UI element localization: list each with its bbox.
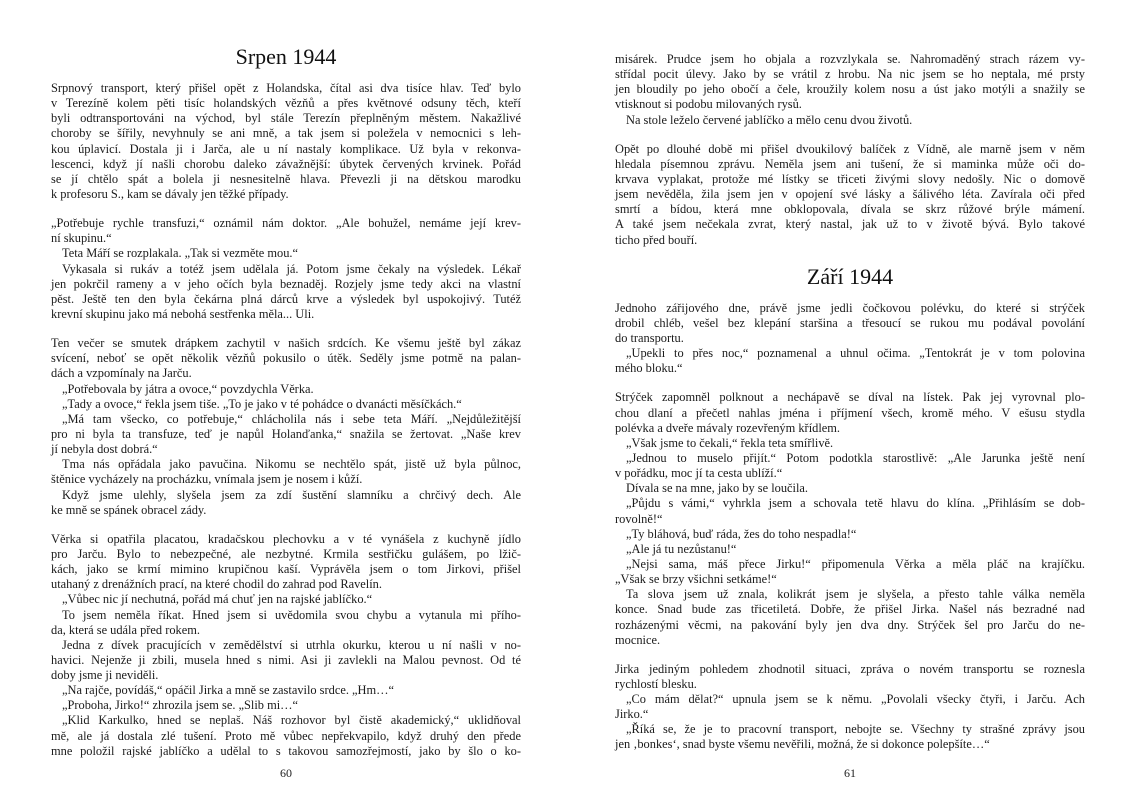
text-line: Opět po dlouhé době mi přišel dvoukilový balíček z Vídně, ale marně jsem v něm: [615, 141, 1085, 156]
text-line: Jirka jediným pohledem zhodnotil situaci, zpráva o novém transportu se roznesla: [615, 661, 1085, 676]
left-page-text: [51, 42, 521, 759]
text-line: „Klid Karkulko, hned se neplaš. Náš rozhovor byl čistě akademický,“ uklidňoval: [62, 713, 521, 728]
text-line: da, která se udála před rokem.: [51, 622, 200, 637]
chapter-title: Srpen 1944: [235, 44, 337, 69]
text-line: rozházenými věcmi, na pakování byly jen dva dny. Strýček šel pro Jarču do ne-: [615, 617, 1085, 632]
text-line: k profesoru S., kam se dávaly jen těžké případy.: [51, 186, 289, 201]
text-line: „Potřebuje rychle transfuzi,“ oznámil nám doktor. „Ale bohužel, nemáme její krev-: [51, 216, 521, 231]
text-line: Srpnový transport, který přišel opět z Holandska, čítal asi dva tisíce hlav. Teď bylo: [51, 81, 521, 95]
text-line: „Ale já tu nezůstanu!“: [626, 541, 737, 556]
text-line: mne položil rajské jablíčko a udělal to s takovou samozřejmostí, jako by šlo o ko-: [51, 743, 521, 758]
text-line: To jsem neměla říkat. Hned jsem si uvědomila svou chybu a vytanula mi přího-: [62, 607, 521, 622]
text-line: „Ty bláhová, buď ráda, žes do toho nespadla!“: [626, 526, 857, 541]
text-line: krevní skupinu jako má nebohá sestřenka měla... Uli.: [51, 306, 315, 321]
paragraph: [51, 336, 521, 518]
text-line: vtisknout si podobu milovaných rysů.: [615, 97, 802, 112]
text-line: v pořádku, moc jí ta cesta ublíží.“: [615, 466, 783, 481]
page-number-left: 60: [280, 766, 292, 780]
text-line: Teta Máří se rozplakala. „Tak si vezměte mou.“: [62, 246, 298, 261]
text-line: A také jsem nečekala zvrat, který nastal, jak už to v životě bývá. Bylo takové: [615, 217, 1085, 232]
text-line: Jirko.“: [615, 707, 649, 722]
text-line: Ten večer se smutek drápkem zachytil v našich srdcích. Ke všemu ještě byl zákaz: [51, 336, 521, 351]
text-line: svícení, neboť se opět několik vězňů pokusilo o útěk. Seděly jsme potmě na palan-: [51, 351, 521, 366]
text-line: kách, jako se krmí mimino krupičnou kaší. Vyprávěla jsem o tom Jirkovi, přišel: [51, 562, 521, 577]
text-line: hledala písemnou zprávu. Neměla jsem ani tušení, že si maminka může oči do-: [615, 156, 1085, 171]
page-number-right: 61: [844, 766, 856, 780]
text-line: Tma nás opřádala jako pavučina. Nikomu se nechtělo spát, jistě už byla půlnoc,: [62, 457, 521, 472]
text-line: „Vůbec nic jí nechutná, pořád má chuť jen na rajské jablíčko.“: [62, 592, 373, 607]
text-line: smrtí a bídou, která mne obklopovala, dívala se skrz růžové brýle mámení.: [615, 202, 1085, 217]
text-line: „Půjdu s vámi,“ vyhrkla jsem a schovala tetě hlavu do klína. „Přihlásím se dob-: [626, 496, 1085, 511]
text-line: jsem nevěděla, žila jsem jen v opojení své lásky a šálivého léta. Zavírala oči před: [615, 187, 1085, 202]
text-line: „Na rajče, povídáš,“ opáčil Jirka a mně se zastavilo srdce. „Hm…“: [62, 683, 395, 698]
text-line: polévka a dveře mávaly rozevřeným křídlem.: [615, 420, 841, 435]
paragraph: [51, 532, 521, 759]
text-line: střídal pocit úlevy. Jako by se vrátil z hrobu. Na nic jsem se ho neptala, mé prsty: [615, 67, 1085, 82]
text-line: Ta slova jsem už znala, kolikrát jsem je slyšela, a přesto tahle válka neměla: [626, 587, 1085, 602]
text-line: misárek. Prudce jsem ho objala a rozvzlykala se. Nahromaděný strach rázem vy-: [615, 52, 1085, 66]
text-line: choroby se šířily, nevyhnuly se ani mně, a tak jsem si poležela v nemocnici s leh-: [51, 126, 521, 141]
text-line: chou dlaní a přečetl nahlas jména i příjmení všech, kromě mého. V ešusu stydla: [615, 405, 1085, 420]
text-line: jen pokrčil rameny a v jeho očích byla beznaděj. Rozjely jsme tedy akci na vlastní: [51, 276, 521, 291]
text-line: „Co mám dělat?“ upnula jsem se k němu. „Povolali všecky čtyři, i Jarču. Ach: [626, 692, 1085, 707]
text-line: v Terezíně kolem pěti tisíc holandských vězňů a přes květnové odsuny těch, kteří: [51, 96, 521, 111]
text-line: „Upekli to přes noc,“ poznamenal a uhnul očima. „Tentokrát je v tom polovina: [626, 346, 1085, 361]
text-line: „Tady a ovoce,“ řekla jsem tiše. „To je jako v té pohádce o dvanácti měsíčkách.“: [62, 396, 462, 411]
paragraph: [615, 662, 1085, 753]
text-line: Jednoho zářijového dne, právě jsme jedli čočkovou polévku, do které si strýček: [615, 300, 1085, 315]
text-line: kou úplavicí. Dostala ji i Jarča, ale u ní nastaly komplikace. Už byla v rekonva-: [51, 141, 521, 156]
text-line: pro ni byla ta transfuze, teď je napůl Holanďanka,“ snažila se žertovat. „Naše krev: [51, 426, 521, 441]
text-line: „Nejsi sama, máš přece Jirku!“ připomenula Věrka a měla pláč na krajíčku.: [626, 556, 1085, 571]
paragraph: [51, 216, 521, 322]
text-line: Jedna z dívek pracujících v zemědělství si utrhla okurku, kterou u ní našli v no-: [62, 637, 521, 652]
text-line: utahaný z drenážních prací, na které chodil do zahrad pod Ravelín.: [51, 577, 382, 592]
text-line: doby jsme ji neviděli.: [51, 668, 159, 683]
text-line: mého bloku.“: [615, 361, 683, 376]
text-line: Věrka si opatřila placatou, kradačskou plechovku a v té vynášela z kuchyně jídlo: [51, 531, 521, 546]
paragraph: [615, 390, 1085, 647]
paragraph: [615, 301, 1085, 377]
text-line: Dívala se na mne, jako by se loučila.: [626, 481, 809, 496]
text-line: dách a vzpomínaly na Jarču.: [51, 366, 192, 381]
text-line: ke mně se spánek obracel zády.: [51, 502, 207, 517]
text-line: do transportu.: [615, 330, 684, 345]
text-line: lescenci, když jí našli chorobu daleko závažnější: úbytek červených krvinek. Pořád: [51, 156, 521, 171]
text-line: „Říká se, že je to pracovní transport, nebojte se. Všechny ty strašné zprávy jsou: [626, 722, 1085, 737]
text-line: se jí chtělo spát a bolela ji nesnesitelně hlava. Převezli ji na dětskou marodku: [51, 171, 521, 186]
text-line: ticho před bouří.: [615, 232, 698, 247]
text-line: „Má tam všecko, co potřebuje,“ chlácholila nás i sebe teta Máří. „Nejdůležitější: [62, 411, 521, 426]
text-line: byli odtransportováni na východ, byl stále Terezín přeplněným městem. Nakažlivé: [51, 111, 521, 126]
left-page: [51, 0, 521, 800]
text-line: „Však jsme to čekali,“ řekla teta smířlivě.: [626, 435, 834, 450]
text-line: jen bloudily po jeho obočí a čele, kroužily kolem nosu a úst jako motýli a snažily se: [615, 82, 1085, 97]
right-page: [615, 0, 1085, 800]
text-line: krvava vyplakat, protože mé lístky se třiceti živými slovy nedošly. Nic o domově: [615, 171, 1085, 186]
paragraph: [615, 142, 1085, 248]
text-line: „Však se brzy všichni setkáme!“: [615, 572, 777, 587]
right-page-text: [615, 52, 1085, 753]
text-line: konce. Snad bude zas třicetiletá. Dobře, že přišel Jirka. Našel nás bezradné nad: [615, 602, 1085, 617]
text-line: drobil chléb, vešel bez klepání staršina a třesoucí se rukou mu podával povolání: [615, 315, 1085, 330]
text-line: ní skupinu.“: [51, 231, 112, 246]
text-line: rychlostí blesku.: [615, 676, 697, 691]
text-line: mocnice.: [615, 632, 661, 647]
paragraph: [615, 52, 1085, 128]
text-line: „Jednou to muselo přijít.“ Potom podotkla starostlivě: „Ale Jarunka ještě není: [626, 450, 1085, 465]
text-line: Když jsme ulehly, slyšela jsem za zdí šustění slamníku a chrčivý dech. Ale: [62, 487, 521, 502]
text-line: rovolně!“: [615, 511, 663, 526]
text-line: jen ‚bonkes‘, snad byste všemu nevěřili, možná, že si dokonce polepšíte…“: [615, 737, 990, 752]
text-line: Na stole leželo červené jablíčko a mělo cenu dvou životů.: [626, 112, 913, 127]
chapter-title: Září 1944: [806, 263, 894, 289]
text-line: havici. Nejenže ji zbili, musela hned s nimi. Asi ji zavlekli na Malou pevnost. Od té: [51, 652, 521, 667]
text-line: Strýček zapomněl polknout a nechápavě se díval na lístek. Pak jej vyrovnal plo-: [615, 390, 1085, 405]
paragraph: [51, 81, 521, 202]
text-line: „Proboha, Jirko!“ zhrozila jsem se. „Slib mi…“: [62, 698, 299, 713]
text-line: pro Jarču. Bylo to nebezpečné, ale nezbytné. Krmila sestřičku gulášem, po lžič-: [51, 546, 521, 561]
text-line: mě, ale já dostala zlé tušení. Proto mě vůbec nepřekvapilo, když druhý den přede: [51, 728, 521, 743]
text-line: štěnice vycházely na procházku, vnímala jsem je nosem i kůží.: [51, 472, 363, 487]
text-line: „Potřebovala by játra a ovoce,“ povzdychla Věrka.: [62, 381, 314, 396]
text-line: jí nebyla dost dobrá.“: [51, 442, 158, 457]
text-line: pěst. Ještě ten den byla čekárna plná dárců krve a výsledek byl uspokojivý. Tutéž: [51, 291, 521, 306]
text-line: Vykasala si rukáv a totéž jsem udělala já. Potom jsme čekaly na výsledek. Lékař: [62, 261, 521, 276]
